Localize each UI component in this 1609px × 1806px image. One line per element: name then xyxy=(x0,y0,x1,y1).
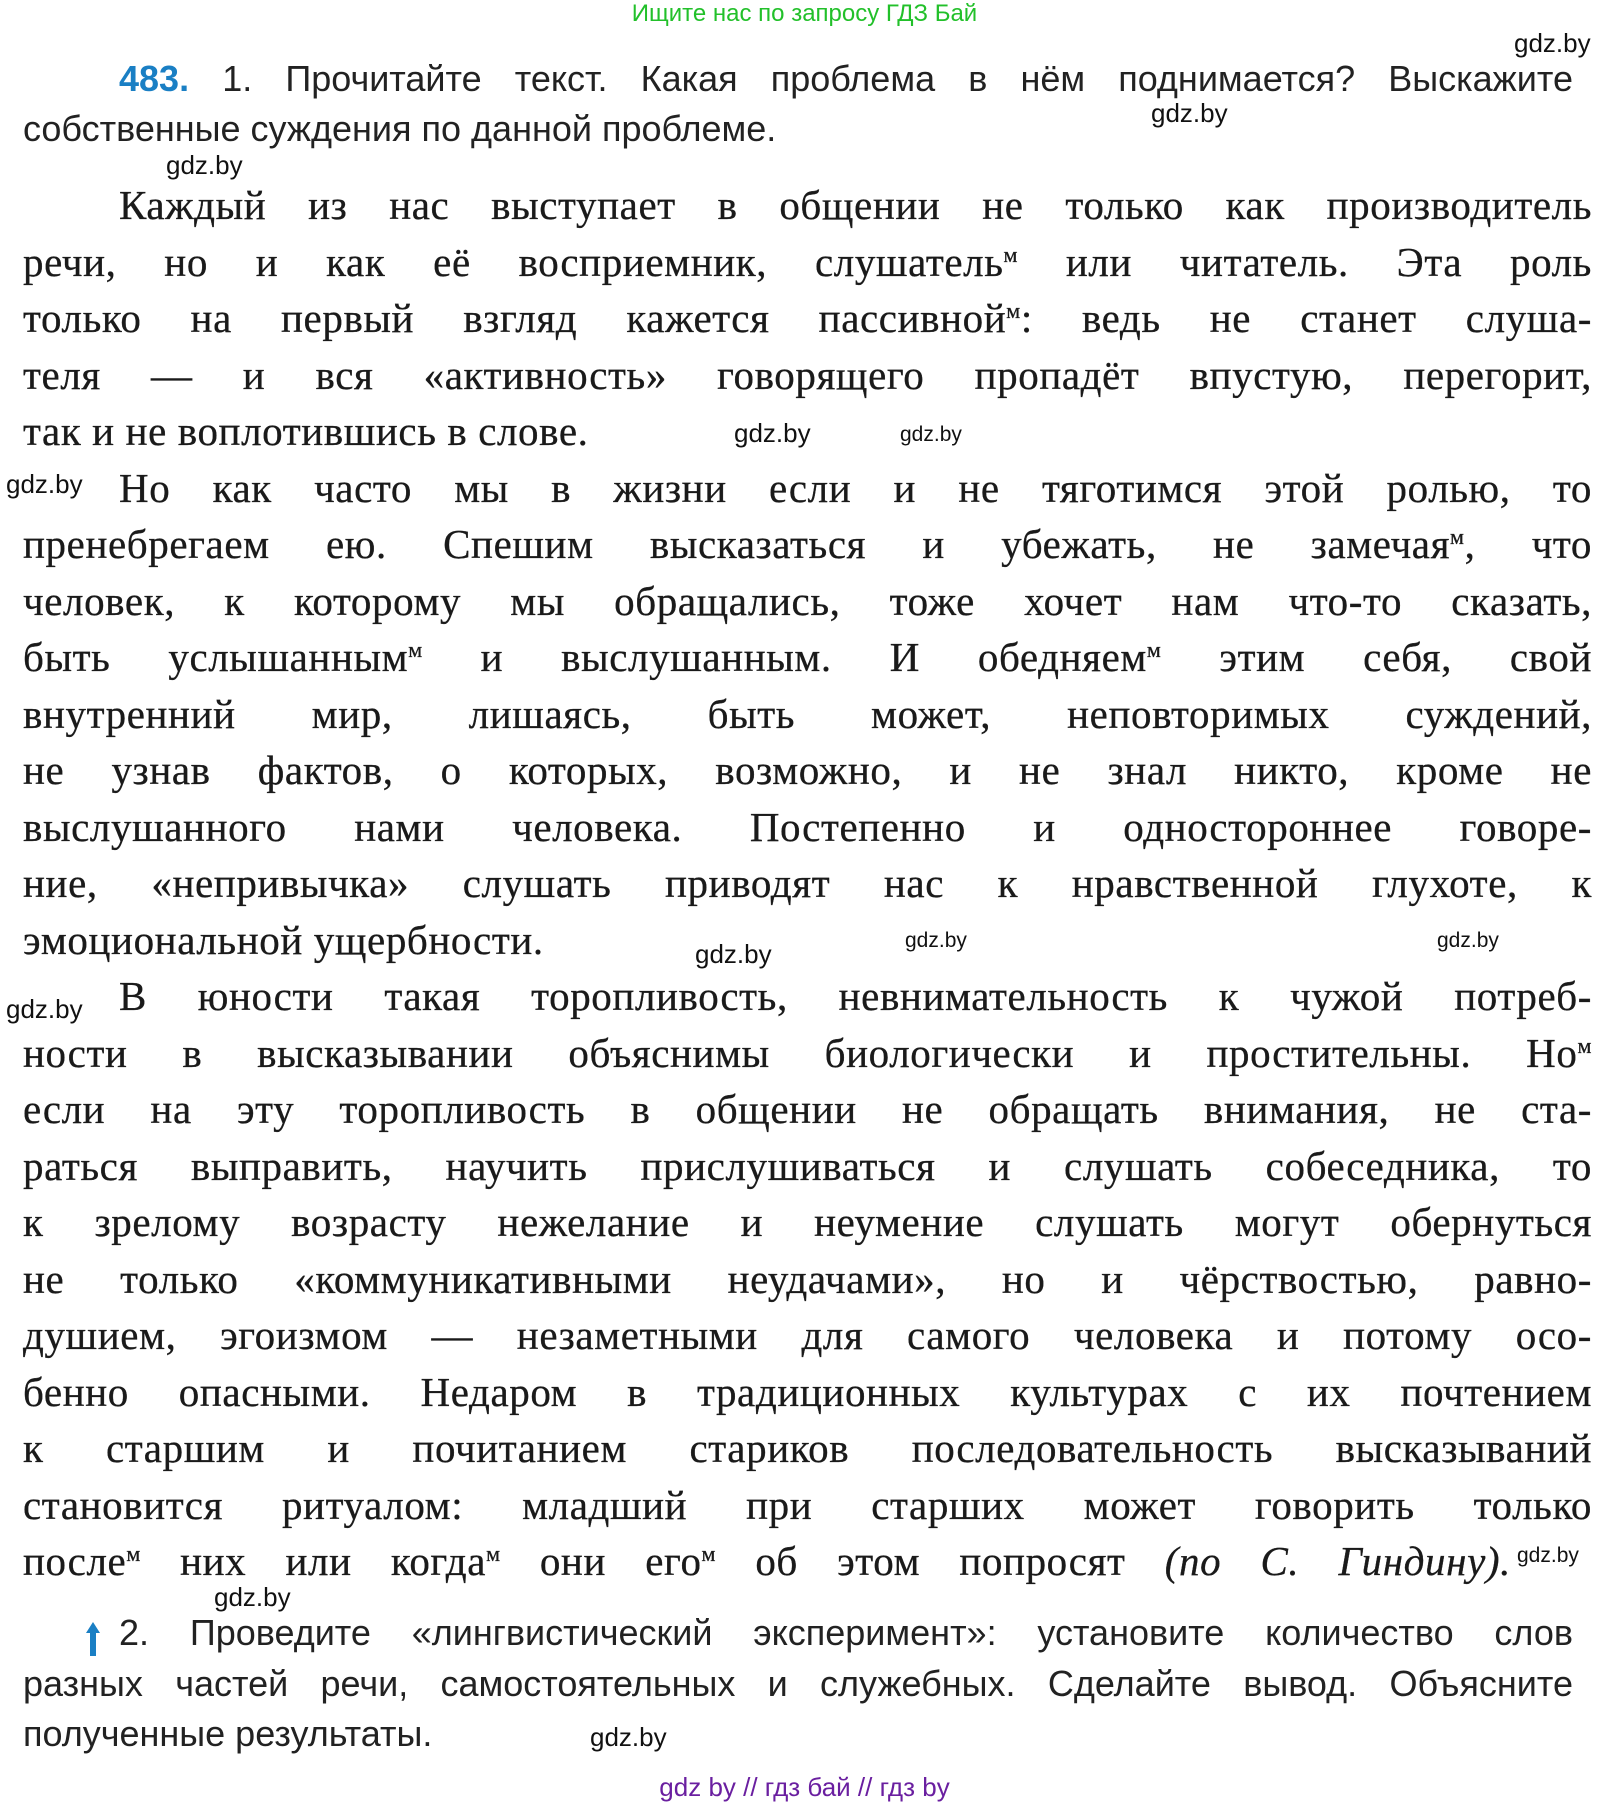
watermark: gdz.by xyxy=(695,939,772,969)
text-line xyxy=(23,1539,1511,1583)
text-line xyxy=(23,1087,1592,1131)
watermark: gdz.by xyxy=(1517,1544,1579,1567)
text-line xyxy=(119,466,1592,510)
watermark: gdz.by xyxy=(166,150,243,180)
text-segment: эмоциональной ущербности. xyxy=(23,916,544,963)
watermark: gdz.by xyxy=(1514,28,1591,58)
task2-line: разных частей речи, самостоятельных и служебных. Сделайте вывод. Объясните xyxy=(23,1663,1573,1704)
task2-line: полученные результаты. xyxy=(23,1713,433,1754)
text-segment: быть услышанным xyxy=(23,634,409,680)
text-segment: становится ритуалом: младший при старших может говорить только xyxy=(23,1481,1592,1528)
watermark: gdz.by xyxy=(6,994,83,1024)
text-line xyxy=(23,692,1592,736)
text-segment: Но как часто мы в жизни если и не тяготимся этой ролью, то xyxy=(119,464,1592,511)
text-segment: этим себя, свой xyxy=(1161,634,1592,680)
watermark: gdz.by xyxy=(905,929,967,952)
text-line xyxy=(23,1031,1592,1075)
task1-text: 1. Прочитайте текст. Какая проблема в нём поднимается? Выскажите xyxy=(222,58,1573,99)
stress-mark: м xyxy=(126,1541,141,1566)
watermark: gdz.by xyxy=(1151,98,1228,128)
text-segment: после xyxy=(23,1538,127,1584)
stress-mark: м xyxy=(1450,524,1465,549)
text-line xyxy=(23,240,1592,284)
text-segment: не узнав фактов, о которых, возможно, и не знал никто, кроме не xyxy=(23,747,1592,793)
stress-mark: м xyxy=(1577,1032,1592,1058)
stress-mark: м xyxy=(701,1541,717,1566)
text-line xyxy=(23,748,1592,792)
text-segment: если на эту торопливость в общении не обращать внимания, не ста- xyxy=(23,1086,1592,1132)
text-segment: только на первый взгляд кажется пассивной xyxy=(23,295,1007,341)
text-segment: и выслушанным. И обедняем xyxy=(422,634,1147,680)
text-line xyxy=(119,974,1592,1018)
text-segment: или читатель. Эта роль xyxy=(1018,238,1592,285)
text-segment: В юности такая торопливость, невнимательность к чужой потреб- xyxy=(119,973,1592,1019)
text-line xyxy=(23,861,1592,905)
up-arrow-icon xyxy=(86,1622,100,1656)
stress-mark: м xyxy=(486,1541,501,1566)
watermark: gdz.by xyxy=(6,469,83,499)
text-line xyxy=(23,918,1592,962)
exercise-number: 483. xyxy=(119,58,190,99)
text-segment: душием, эгоизмом — незаметными для самого человека и потому осо- xyxy=(23,1312,1592,1358)
text-line xyxy=(23,1144,1592,1188)
text-segment: , что xyxy=(1464,521,1592,567)
text-line xyxy=(23,522,1592,566)
text-line xyxy=(23,409,1592,453)
watermark: gdz.by xyxy=(734,418,811,448)
text-segment: теля — и вся «активность» говорящего пропадёт впустую, перегорит, xyxy=(23,351,1592,398)
text-line xyxy=(23,1313,1592,1357)
text-segment: внутренний мир, лишаясь, быть может, неповторимых суждений, xyxy=(23,690,1592,737)
stress-mark: м xyxy=(1006,298,1021,323)
text-segment: Каждый из нас выступает в общении не только как производитель xyxy=(119,182,1592,228)
text-segment: об этом попросят xyxy=(716,1538,1165,1584)
text-segment: не только «коммуникативными неудачами», но и чёрствостью, равно- xyxy=(23,1255,1592,1302)
stress-mark: м xyxy=(1003,241,1019,267)
text-line xyxy=(23,1426,1592,1470)
text-segment: так и не воплотившись в слове. xyxy=(23,408,589,454)
text-segment: : ведь не станет слуша- xyxy=(1020,295,1592,341)
watermark: gdz.by xyxy=(214,1582,291,1612)
search-banner[interactable]: Ищите нас по запросу ГДЗ Бай xyxy=(631,0,978,27)
text-segment: ности в высказывании объяснимы биологически и простительны. Но xyxy=(23,1029,1578,1076)
text-segment: бенно опасными. Недаром в традиционных культурах с их почтением xyxy=(23,1368,1592,1415)
text-segment: них или когда xyxy=(140,1538,487,1584)
text-line xyxy=(23,1483,1592,1527)
task1-line xyxy=(119,58,1573,99)
text-line xyxy=(23,805,1592,849)
text-line xyxy=(23,635,1592,679)
text-segment: человек, к которому мы обращались, тоже хочет нам что-то сказать, xyxy=(23,577,1592,624)
task2-line: 2. Проведите «лингвистический эксперимент»: установите количество слов xyxy=(119,1612,1573,1653)
watermark: gdz.by xyxy=(590,1722,667,1752)
watermark: gdz.by xyxy=(900,423,962,446)
watermark: gdz.by xyxy=(1437,929,1499,952)
text-segment: к зрелому возрасту нежелание и неумение слушать могут обернуться xyxy=(23,1199,1592,1245)
footer-links[interactable]: gdz by // гдз бай // гдз by xyxy=(659,1772,950,1802)
text-line xyxy=(23,1257,1592,1301)
text-segment: раться выправить, научить прислушиваться и слушать собеседника, то xyxy=(23,1142,1592,1189)
stress-mark: м xyxy=(1146,637,1162,662)
task1-line: собственные суждения по данной проблеме. xyxy=(23,108,777,149)
text-line xyxy=(23,1200,1592,1244)
text-segment: ние, «непривычка» слушать приводят нас к нравственной глухоте, к xyxy=(23,860,1592,906)
text-segment: выслушанного нами человека. Постепенно и одностороннее говоре- xyxy=(23,803,1592,850)
text-line xyxy=(23,579,1592,623)
text-segment: пренебрегаем ею. Спешим высказаться и убежать, не замечая xyxy=(23,521,1451,567)
text-segment: к старшим и почитанием стариков последовательность высказываний xyxy=(23,1425,1592,1471)
text-segment: они его xyxy=(500,1538,702,1584)
text-line xyxy=(23,353,1592,397)
text-line xyxy=(119,183,1592,227)
text-line xyxy=(23,296,1592,340)
stress-mark: м xyxy=(408,637,423,662)
source-attribution: (по С. Гиндину). xyxy=(1164,1538,1511,1584)
text-line xyxy=(23,1370,1592,1414)
text-segment: речи, но и как её восприемник, слушатель xyxy=(23,238,1004,285)
